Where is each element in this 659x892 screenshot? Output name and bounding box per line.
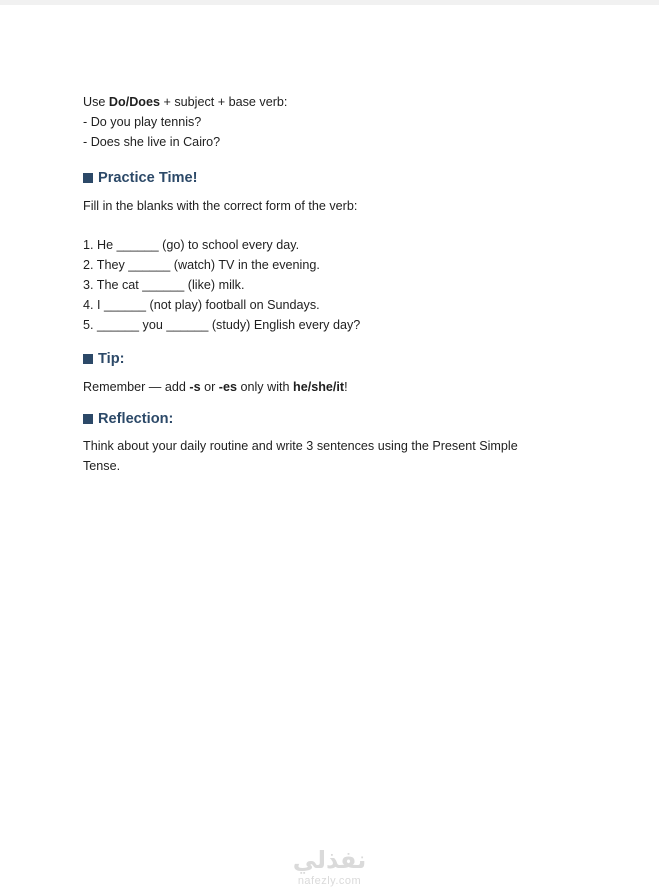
- practice-item-1: 1. He ______ (go) to school every day.: [83, 238, 300, 252]
- do-does-prefix: Use: [83, 95, 109, 109]
- tip-text: [83, 377, 603, 397]
- do-does-bold: Do/Does: [108, 95, 160, 109]
- reflection-heading-text: Reflection:: [98, 411, 174, 427]
- practice-heading: [83, 168, 603, 188]
- practice-heading-text: Practice Time!: [98, 170, 198, 186]
- practice-item-3: 3. The cat ______ (like) milk.: [83, 278, 245, 292]
- tip-bold-es: -es: [218, 380, 237, 394]
- square-bullet-icon: [83, 173, 93, 183]
- watermark-url: nafezly.com: [297, 875, 362, 887]
- tip-heading: [83, 349, 603, 369]
- tip-bold-s: -s: [189, 380, 201, 394]
- example-line-1: - Do you play tennis?: [83, 115, 202, 129]
- practice-item-5: 5. ______ you ______ (study) English every day?: [83, 318, 361, 332]
- do-does-rule: [83, 92, 603, 112]
- tip-text-part-2: or: [200, 380, 219, 394]
- watermark-logo: نفذلي: [292, 846, 367, 874]
- top-border-strip: [0, 0, 659, 5]
- practice-item-2: 2. They ______ (watch) TV in the evening.: [83, 258, 320, 272]
- reflection-heading: [83, 409, 603, 429]
- reflection-text: Think about your daily routine and write 3 sentences using the Present Simple Tense.: [83, 439, 518, 473]
- square-bullet-icon: [83, 414, 93, 424]
- practice-item-4: 4. I ______ (not play) football on Sundays.: [83, 298, 320, 312]
- tip-heading-text: Tip:: [98, 351, 125, 367]
- tip-text-part-3: only with: [237, 380, 293, 394]
- practice-list: [83, 235, 603, 335]
- practice-instruction: Fill in the blanks with the correct form of the verb:: [83, 199, 358, 213]
- tip-text-part-4: !: [344, 380, 348, 394]
- example-line-2: - Does she live in Cairo?: [83, 135, 221, 149]
- tip-bold-pronouns: he/she/it: [293, 380, 345, 394]
- do-does-suffix: + subject + base verb:: [160, 95, 288, 109]
- document-content: [83, 92, 603, 476]
- tip-text-part-1: Remember — add: [83, 380, 190, 394]
- square-bullet-icon: [83, 354, 93, 364]
